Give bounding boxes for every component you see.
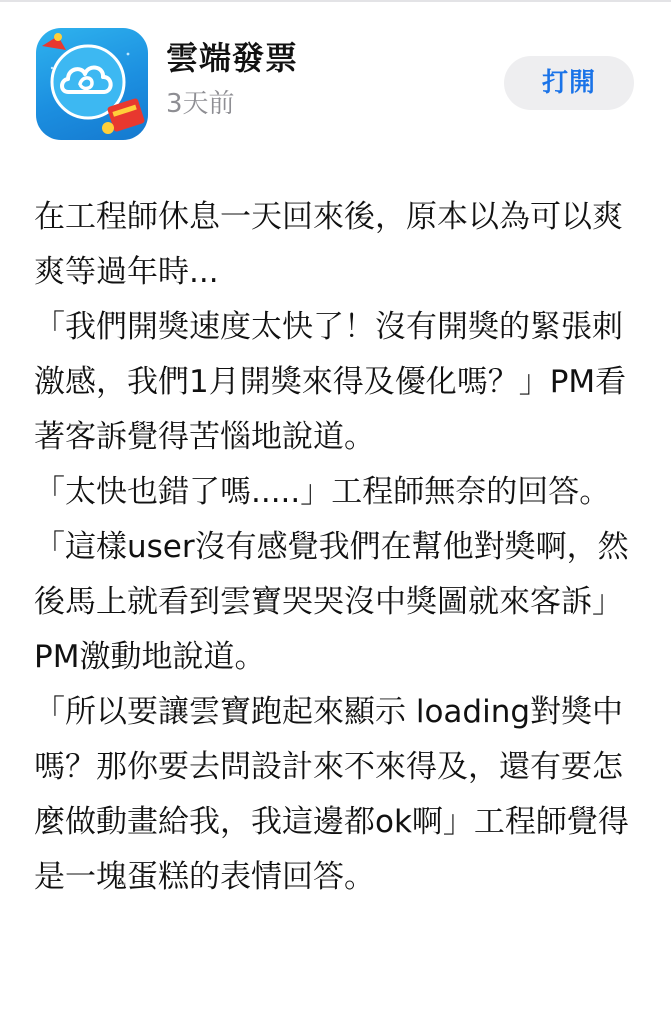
review-text bbox=[34, 190, 646, 905]
cloud-icon bbox=[36, 28, 148, 140]
open-button[interactable]: 打開 bbox=[504, 56, 634, 110]
review-date: 3天前 bbox=[166, 89, 235, 119]
review-paragraph: 「所以要讓雲寶跑起來顯示 loading對獎中嗎？那你要去問設計來不來得及，還有要怎麼做動畫給我，我這邊都ok啊」工程師覺得是一塊蛋糕的表情回答。 bbox=[34, 694, 629, 895]
review-paragraph: 「太快也錯了嗎.....」工程師無奈的回答。 bbox=[34, 474, 611, 510]
app-header bbox=[0, 0, 671, 160]
app-name: 雲端發票 bbox=[166, 39, 299, 77]
review-paragraph: 「這樣user沒有感覺我們在幫他對獎啊，然後馬上就看到雲寶哭哭沒中獎圖就來客訴」PM激動地說道。 bbox=[34, 529, 629, 675]
review-paragraph: 在工程師休息一天回來後，原本以為可以爽爽等過年時... bbox=[34, 199, 623, 290]
review-paragraph: 「我們開獎速度太快了！沒有開獎的緊張刺激感，我們1月開獎來得及優化嗎？」PM看著客訴覺得苦惱地說道。 bbox=[34, 309, 627, 455]
app-icon[interactable] bbox=[36, 28, 148, 140]
